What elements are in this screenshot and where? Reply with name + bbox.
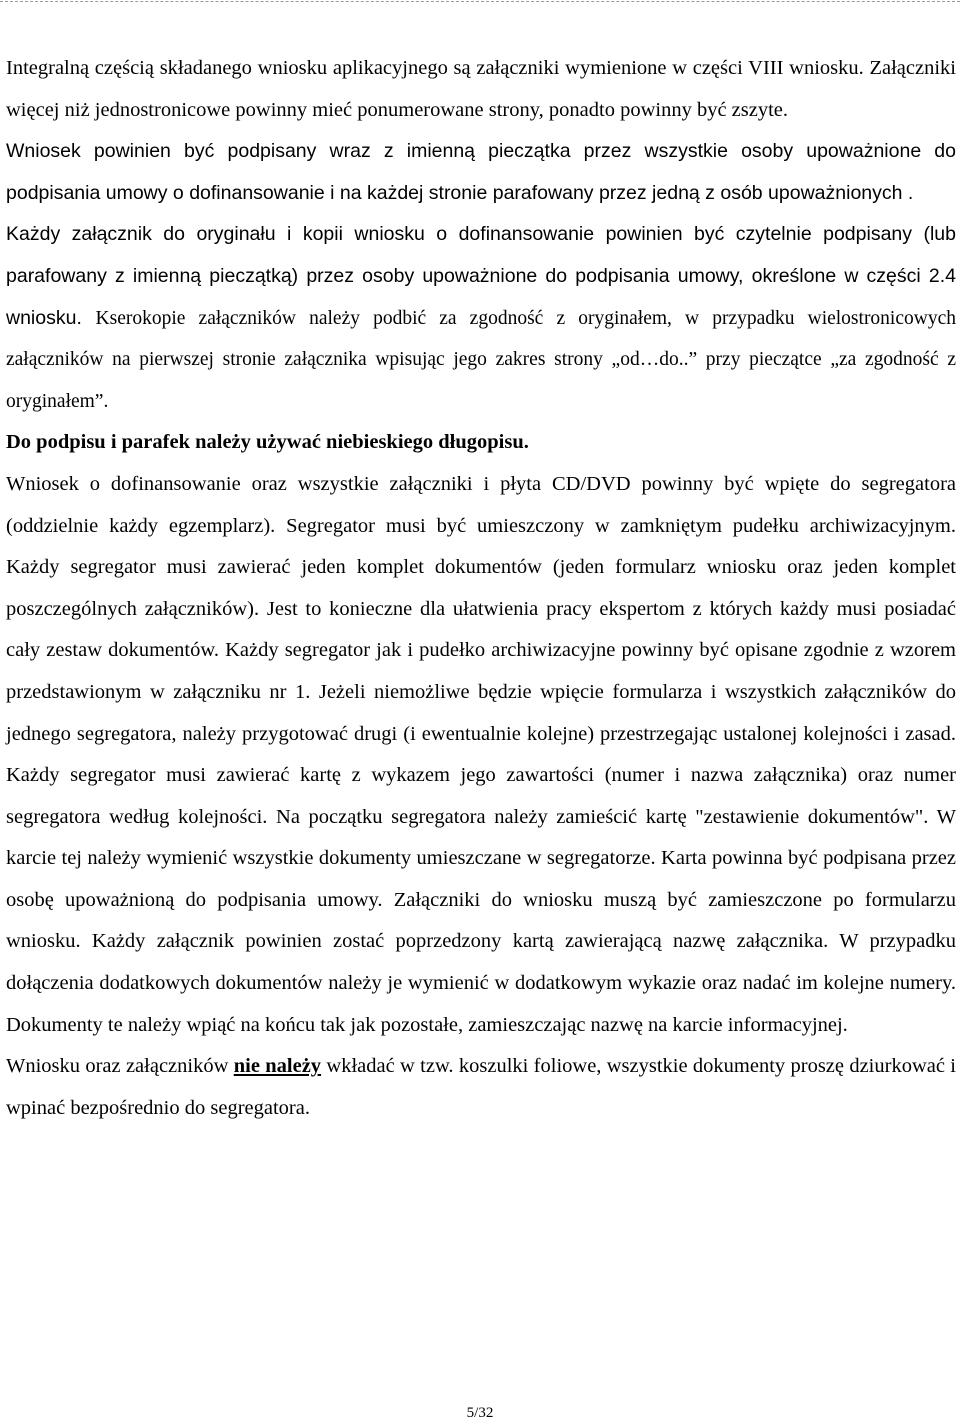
page-number: 5/32 — [466, 1405, 494, 1421]
attachment-signing-text: Każdy załącznik do oryginału i kopii wniosku o dofinansowanie powinien być czytelnie podpisany (lub parafowany z imienną pieczątką) przez osoby upoważnione do podpisania umowy, określone w części 2.4 wniosku. — [6, 223, 956, 329]
paragraph-sleeves-note — [6, 1046, 956, 1129]
paragraph-attachment-signing — [6, 214, 956, 422]
paragraph-attachments-intro: Integralną częścią składanego wniosku aplikacyjnego są załączniki wymienione w części VIII wniosku. Załączniki więcej niż jednostronicowe powinny mieć ponumerowane strony, ponadto powinny być zszyte. — [6, 57, 956, 121]
emphasis-do-not: nie należy — [233, 1055, 322, 1078]
paragraph-blue-pen-note: Do podpisu i parafek należy używać niebieskiego długopisu. — [6, 431, 529, 454]
sleeves-note-start: Wniosku oraz załączników — [6, 1055, 234, 1078]
document-body — [6, 48, 956, 1129]
copies-certification-text: Kserokopie załączników należy podbić za zgodność z oryginałem, w przypadku wielostronicowych załączników na pierwszej stronie załącznika wpisując jego zakres strony „od…do..” przy pieczątce „za zgodność z oryginałem”. — [6, 307, 956, 412]
paragraph-binder-instructions: Wniosek o dofinansowanie oraz wszystkie załączniki i płyta CD/DVD powinny być wpięte do segregatora (oddzielnie każdy egzemplarz). Segregator musi być umieszczony w zamkniętym pudełku archiwizacyjnym. Każdy segregator musi zawierać jeden komplet dokumentów (jeden formularz wniosku oraz jeden komplet poszczególnych załączników). Jest to konieczne dla ułatwienia pracy ekspertom z których każdy musi posiadać cały zestaw dokumentów. Każdy segregator jak i pudełko archiwizacyjne powinny być opisane zgodnie z wzorem przedstawionym w załączniku nr 1. Jeżeli niemożliwe będzie wpięcie formularza i wszystkich załączników do jednego segregatora, należy przygotować drugi (i ewentualnie kolejne) przestrzegając ustalonej kolejności i zasad. Każdy segregator musi zawierać kartę z wykazem jego zawartości (numer i nazwa załącznika) oraz numer segregatora według kolejności. Na początku segregatora należy zamieścić kartę "zestawienie dokumentów". W karcie tej należy wymienić wszystkie dokumenty umieszczane w segregatorze. Karta powinna być podpisana przez osobę upoważnioną do podpisania umowy. Załączniki do wniosku muszą być zamieszczone po formularzu wniosku. Każdy załącznik powinien zostać poprzedzony kartą zawierającą nazwę załącznika. W przypadku dołączenia dodatkowych dokumentów należy je wymienić w dodatkowym wykazie oraz nadać im kolejne numery. Dokumenty te należy wpiąć na końcu tak jak pozostałe, zamieszczając nazwę na karcie informacyjnej. — [6, 472, 956, 1036]
paragraph-signature-requirements: Wniosek powinien być podpisany wraz z imienną pieczątka przez wszystkie osoby upoważnione do podpisania umowy o dofinansowanie i na każdej stronie parafowany przez jedną z osób upoważnionych . — [6, 140, 956, 204]
sleeves-note-end: wkładać w tzw. koszulki foliowe, wszystkie dokumenty proszę dziurkować i wpinać bezpośrednio do segregatora. — [6, 1055, 956, 1119]
top-divider — [0, 1, 960, 2]
